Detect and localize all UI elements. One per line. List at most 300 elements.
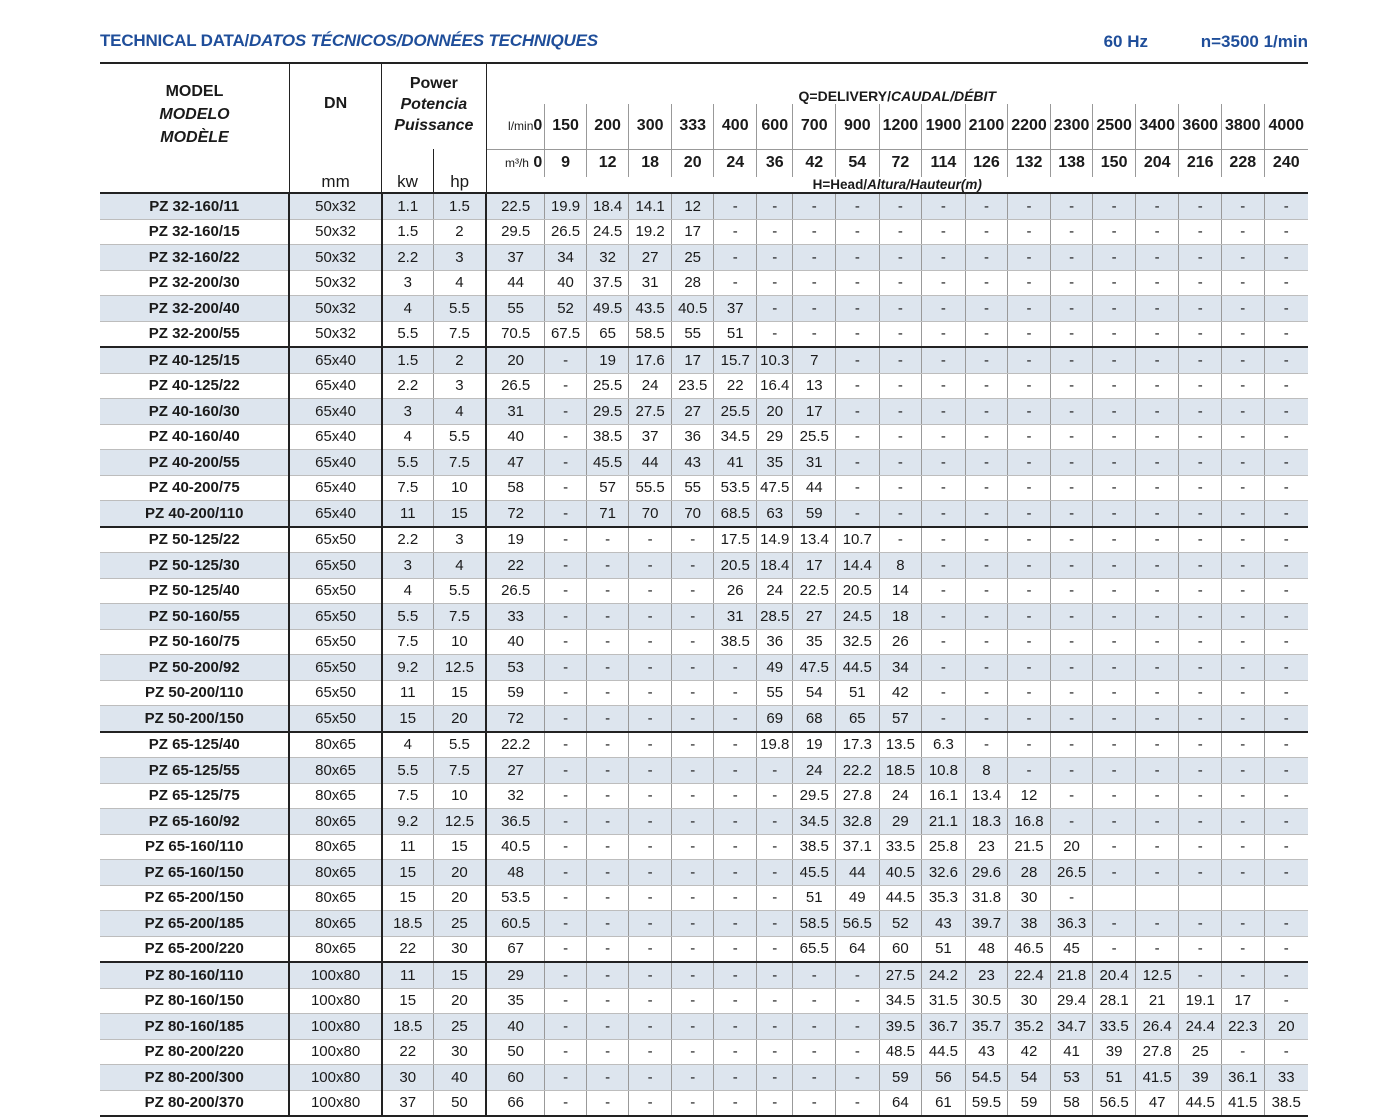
head-cell: - (1179, 834, 1222, 860)
page-title (100, 31, 598, 51)
head-cell: - (1008, 578, 1051, 604)
head-cell: - (1008, 321, 1051, 347)
dn-cell: 50x32 (289, 270, 381, 296)
head-cell: - (879, 527, 922, 553)
head-cell: - (1135, 270, 1179, 296)
head-cell: 19.9 (545, 193, 587, 219)
head-cell: 39.7 (965, 911, 1008, 937)
head-cell: - (1135, 758, 1179, 784)
head-cell: - (629, 655, 672, 681)
head-cell: - (1093, 936, 1136, 962)
head-cell: 31.8 (965, 885, 1008, 911)
head-cell: 25 (1179, 1039, 1222, 1065)
head-cell: - (1264, 219, 1308, 245)
dn-cell: 80x65 (289, 834, 381, 860)
head-cell: - (1135, 296, 1179, 322)
head-cell: - (1050, 885, 1093, 911)
head-cell: 66 (486, 1090, 545, 1116)
head-cell: 37 (714, 296, 757, 322)
head-cell: 55 (671, 321, 714, 347)
head-cell: 31 (486, 399, 545, 425)
head-cell: 68.5 (714, 501, 757, 527)
head-cell: - (922, 501, 966, 527)
flow-lmin-600: 600 (757, 104, 793, 149)
head-cell: 16.4 (757, 373, 793, 399)
model-cell: PZ 80-200/370 (100, 1090, 289, 1116)
head-cell: - (545, 1039, 587, 1065)
head-cell: - (793, 321, 836, 347)
head-cell: 72 (486, 706, 545, 732)
model-cell: PZ 50-200/150 (100, 706, 289, 732)
head-cell: 45.5 (586, 450, 629, 476)
head-cell: - (629, 527, 672, 553)
head-cell: - (757, 783, 793, 809)
power-header-es: Potencia (400, 96, 468, 113)
head-cell: - (545, 1090, 587, 1116)
flow-m3h-20: 20 (671, 149, 714, 177)
head-cell: - (1050, 578, 1093, 604)
head-cell: - (1222, 629, 1265, 655)
head-cell: 54.5 (965, 1065, 1008, 1091)
head-cell: - (757, 936, 793, 962)
head-cell: - (1264, 732, 1308, 758)
head-cell: - (793, 296, 836, 322)
dn-cell: 80x65 (289, 936, 381, 962)
head-cell: - (1179, 655, 1222, 681)
head-cell: 57 (586, 475, 629, 501)
head-cell: 34.5 (879, 988, 922, 1014)
head-cell: 24 (757, 578, 793, 604)
flow-m3h-216: 216 (1179, 149, 1222, 177)
head-cell: - (545, 783, 587, 809)
head-cell: 23 (965, 834, 1008, 860)
head-cell: 60.5 (486, 911, 545, 937)
head-cell: 20.5 (714, 553, 757, 579)
kw-cell: 18.5 (382, 911, 434, 937)
head-cell: - (1093, 604, 1136, 630)
head-cell: - (1050, 758, 1093, 784)
head-cell: 49 (836, 885, 880, 911)
head-cell: - (1050, 655, 1093, 681)
dn-cell: 80x65 (289, 732, 381, 758)
kw-cell: 1.1 (382, 193, 434, 219)
flow-m3h-240: 240 (1264, 149, 1308, 177)
m3h-unit-label: m³/h (504, 156, 529, 171)
kw-cell: 18.5 (382, 1014, 434, 1040)
head-cell: - (714, 1065, 757, 1091)
head-cell: 56.5 (836, 911, 880, 937)
flow-lmin-3800: 3800 (1222, 104, 1265, 149)
head-cell: - (1222, 732, 1265, 758)
head-cell: - (671, 1065, 714, 1091)
head-cell: 36 (757, 629, 793, 655)
head-cell: - (629, 578, 672, 604)
head-cell: - (629, 706, 672, 732)
head-cell: 32.8 (836, 809, 880, 835)
head-cell: - (965, 655, 1008, 681)
head-cell: 17.6 (629, 347, 672, 373)
table-row (100, 424, 1308, 450)
delivery-label: Q=DELIVERY/ (798, 87, 891, 104)
head-cell: 29.6 (965, 860, 1008, 886)
head-cell: - (879, 501, 922, 527)
head-cell: 44.5 (1179, 1090, 1222, 1116)
head-cell: 38 (1008, 911, 1051, 937)
head-cell: 35 (793, 629, 836, 655)
head-cell: 34 (879, 655, 922, 681)
table-row (100, 604, 1308, 630)
head-cell: - (545, 732, 587, 758)
head-cell: 31 (793, 450, 836, 476)
head-cell: 63 (757, 501, 793, 527)
head-cell: - (965, 475, 1008, 501)
head-cell: - (1093, 578, 1136, 604)
head-cell: 67.5 (545, 321, 587, 347)
head-cell: 26.4 (1135, 1014, 1179, 1040)
dn-cell: 65x50 (289, 578, 381, 604)
head-cell: - (586, 553, 629, 579)
head-cell: - (1050, 219, 1093, 245)
head-cell: 43 (965, 1039, 1008, 1065)
head-cell: - (586, 809, 629, 835)
head-cell: - (1222, 706, 1265, 732)
head-label-italic: Altura/Hauteur(m) (867, 177, 982, 192)
head-cell: - (1222, 450, 1265, 476)
head-cell: - (586, 604, 629, 630)
head-cell: - (922, 399, 966, 425)
head-cell: 65 (836, 706, 880, 732)
model-cell: PZ 65-160/150 (100, 860, 289, 886)
head-cell: - (586, 1014, 629, 1040)
head-cell: 55 (671, 475, 714, 501)
table-row (100, 373, 1308, 399)
head-cell: - (757, 193, 793, 219)
head-cell: - (1179, 783, 1222, 809)
kw-cell: 9.2 (382, 809, 434, 835)
table-row (100, 936, 1308, 962)
model-cell: PZ 40-200/55 (100, 450, 289, 476)
head-cell: - (1179, 501, 1222, 527)
head-cell: - (629, 629, 672, 655)
hp-cell: 7.5 (433, 450, 486, 476)
table-row (100, 399, 1308, 425)
table-row (100, 219, 1308, 245)
head-cell: - (714, 219, 757, 245)
head-cell: 33.5 (879, 834, 922, 860)
head-cell: - (1264, 553, 1308, 579)
hp-cell: 12.5 (433, 655, 486, 681)
head-cell: - (714, 860, 757, 886)
flow-lmin-900: 900 (836, 104, 880, 149)
kw-cell: 11 (382, 680, 434, 706)
lmin-unit-label: l/min (508, 119, 534, 134)
table-row (100, 501, 1308, 527)
head-cell: 32.5 (836, 629, 880, 655)
head-cell: 19 (793, 732, 836, 758)
head-cell: - (1093, 860, 1136, 886)
head-cell: - (545, 834, 587, 860)
head-cell: - (1093, 193, 1136, 219)
flow-m3h-9: 9 (545, 149, 587, 177)
head-cell: - (671, 962, 714, 988)
head-cell: - (1222, 553, 1265, 579)
head-cell: - (1222, 321, 1265, 347)
head-cell: - (879, 373, 922, 399)
model-cell: PZ 32-200/55 (100, 321, 289, 347)
head-cell: - (1222, 270, 1265, 296)
hp-cell: 4 (433, 399, 486, 425)
head-cell: 59 (1008, 1090, 1051, 1116)
head-cell: - (1264, 655, 1308, 681)
lmin-value: 0 (533, 117, 543, 135)
head-cell: - (1222, 347, 1265, 373)
head-cell: - (1050, 399, 1093, 425)
head-cell: - (1050, 270, 1093, 296)
head-cell: - (1222, 604, 1265, 630)
head-cell: - (586, 860, 629, 886)
head-cell: - (1008, 732, 1051, 758)
head-cell: - (1050, 296, 1093, 322)
head-cell: 34.5 (793, 809, 836, 835)
table-row (100, 911, 1308, 937)
dn-cell: 50x32 (289, 245, 381, 271)
head-cell: 30.5 (965, 988, 1008, 1014)
dn-cell: 100x80 (289, 962, 381, 988)
head-cell: 44.5 (836, 655, 880, 681)
dn-cell: 100x80 (289, 1090, 381, 1116)
head-cell: - (836, 399, 880, 425)
kw-cell: 30 (382, 1065, 434, 1091)
head-cell: - (1008, 475, 1051, 501)
head-cell: - (1135, 860, 1179, 886)
head-cell: 48 (965, 936, 1008, 962)
head-cell: - (1264, 296, 1308, 322)
flow-lmin-0 (486, 104, 545, 149)
head-cell: - (714, 783, 757, 809)
head-cell: - (671, 553, 714, 579)
head-cell: - (586, 758, 629, 784)
head-cell: - (1264, 193, 1308, 219)
head-cell: 32 (586, 245, 629, 271)
head-cell: - (1008, 527, 1051, 553)
head-cell: - (671, 834, 714, 860)
head-cell: - (922, 475, 966, 501)
head-cell: 22.3 (1222, 1014, 1265, 1040)
head-cell: - (545, 860, 587, 886)
model-header-es: MODELO (159, 106, 230, 123)
head-cell: - (629, 604, 672, 630)
head-cell: - (1135, 936, 1179, 962)
kw-cell: 2.2 (382, 373, 434, 399)
head-cell: 38.5 (793, 834, 836, 860)
dn-header: DN (289, 63, 381, 149)
model-cell: PZ 50-125/40 (100, 578, 289, 604)
head-cell: - (629, 1039, 672, 1065)
head-cell: 17 (671, 347, 714, 373)
head-cell: - (1179, 270, 1222, 296)
head-cell: - (1135, 347, 1179, 373)
head-cell: - (1135, 219, 1179, 245)
kw-cell: 4 (382, 578, 434, 604)
head-cell: 37.1 (836, 834, 880, 860)
head-cell: - (714, 1014, 757, 1040)
dn-cell: 65x50 (289, 655, 381, 681)
hp-cell: 10 (433, 475, 486, 501)
head-cell: 20.5 (836, 578, 880, 604)
head-cell: 49.5 (586, 296, 629, 322)
table-row (100, 245, 1308, 271)
head-cell: - (1264, 321, 1308, 347)
head-cell: 13.4 (793, 527, 836, 553)
head-cell: 25.5 (793, 424, 836, 450)
head-cell: - (879, 347, 922, 373)
hp-cell: 10 (433, 629, 486, 655)
head-cell: - (879, 296, 922, 322)
head-cell: 21 (1135, 988, 1179, 1014)
head-cell: - (757, 911, 793, 937)
head-cell: - (1222, 475, 1265, 501)
dn-cell: 65x50 (289, 553, 381, 579)
head-cell: - (671, 758, 714, 784)
head-cell: - (836, 475, 880, 501)
kw-cell: 15 (382, 706, 434, 732)
head-cell: - (1008, 655, 1051, 681)
kw-cell: 37 (382, 1090, 434, 1116)
head-cell: - (1008, 501, 1051, 527)
head-cell: - (586, 834, 629, 860)
head-cell: - (1222, 758, 1265, 784)
head-cell: 47.5 (757, 475, 793, 501)
head-cell: - (757, 1014, 793, 1040)
head-cell: - (965, 706, 1008, 732)
table-row (100, 962, 1308, 988)
flow-m3h-114: 114 (922, 149, 966, 177)
head-cell: 24 (879, 783, 922, 809)
head-cell: - (1008, 706, 1051, 732)
head-cell: - (1008, 424, 1051, 450)
head-cell: - (671, 783, 714, 809)
head-cell: 46.5 (1008, 936, 1051, 962)
head-cell: 26 (714, 578, 757, 604)
head-cell: - (1264, 245, 1308, 271)
head-cell: - (922, 347, 966, 373)
head-cell: - (1222, 373, 1265, 399)
delivery-header (486, 63, 1308, 104)
head-cell: - (714, 885, 757, 911)
flow-lmin-4000: 4000 (1264, 104, 1308, 149)
head-cell: - (714, 834, 757, 860)
head-cell: - (1093, 553, 1136, 579)
head-cell: 16.1 (922, 783, 966, 809)
head-cell: - (1135, 834, 1179, 860)
head-cell: 21.1 (922, 809, 966, 835)
head-cell: - (757, 1039, 793, 1065)
flow-lmin-200: 200 (586, 104, 629, 149)
head-cell: - (965, 347, 1008, 373)
head-cell: - (965, 193, 1008, 219)
head-cell: 51 (793, 885, 836, 911)
head-cell: - (545, 911, 587, 937)
table-body (100, 193, 1308, 1116)
head-cell: 39 (1179, 1065, 1222, 1091)
head-cell: 20 (1050, 834, 1093, 860)
head-cell: - (714, 1039, 757, 1065)
head-cell: 40 (486, 629, 545, 655)
flow-lmin-3600: 3600 (1179, 104, 1222, 149)
model-header-fr: MODÈLE (160, 129, 229, 146)
head-cell: - (1050, 321, 1093, 347)
head-cell: 17.5 (714, 527, 757, 553)
head-cell (1093, 885, 1136, 911)
head-cell: - (922, 450, 966, 476)
head-cell: 53.5 (486, 885, 545, 911)
hp-cell: 30 (433, 936, 486, 962)
head-cell: - (1008, 347, 1051, 373)
head-cell: 47 (486, 450, 545, 476)
head-cell: 70.5 (486, 321, 545, 347)
head-cell: - (1093, 629, 1136, 655)
head-cell: - (671, 732, 714, 758)
table-row (100, 553, 1308, 579)
head-cell: - (714, 962, 757, 988)
kw-cell: 4 (382, 732, 434, 758)
head-cell: - (1264, 962, 1308, 988)
head-cell: - (1179, 809, 1222, 835)
head-cell: - (1093, 501, 1136, 527)
dn-cell: 65x40 (289, 475, 381, 501)
dn-cell: 100x80 (289, 1065, 381, 1091)
head-cell: - (586, 1039, 629, 1065)
head-cell: - (922, 193, 966, 219)
head-cell: 37 (486, 245, 545, 271)
flow-lmin-150: 150 (545, 104, 587, 149)
model-cell: PZ 40-200/75 (100, 475, 289, 501)
head-cell: - (671, 860, 714, 886)
head-cell: 29 (486, 962, 545, 988)
head-cell: 59 (793, 501, 836, 527)
head-cell: 18 (879, 604, 922, 630)
head-cell: 36.7 (922, 1014, 966, 1040)
kw-cell: 22 (382, 1039, 434, 1065)
head-cell: 37 (629, 424, 672, 450)
head-cell: - (586, 988, 629, 1014)
head-cell: 53.5 (714, 475, 757, 501)
hp-cell: 15 (433, 501, 486, 527)
model-cell: PZ 40-160/40 (100, 424, 289, 450)
head-cell: 42 (879, 680, 922, 706)
flow-lmin-2500: 2500 (1093, 104, 1136, 149)
head-cell: - (793, 962, 836, 988)
head-cell: - (545, 809, 587, 835)
head-cell: - (545, 501, 587, 527)
head-cell (1222, 885, 1265, 911)
head-cell: 57 (879, 706, 922, 732)
flow-lmin-2100: 2100 (965, 104, 1008, 149)
head-cell: - (1135, 680, 1179, 706)
model-cell: PZ 50-200/92 (100, 655, 289, 681)
dn-cell: 80x65 (289, 860, 381, 886)
head-cell: - (965, 296, 1008, 322)
kw-cell: 1.5 (382, 219, 434, 245)
head-cell: - (586, 732, 629, 758)
head-cell: - (922, 321, 966, 347)
head-cell: 10.7 (836, 527, 880, 553)
table-row (100, 193, 1308, 219)
flow-m3h-204: 204 (1135, 149, 1179, 177)
head-cell: - (1008, 296, 1051, 322)
head-cell: 36 (671, 424, 714, 450)
head-cell: - (1135, 655, 1179, 681)
